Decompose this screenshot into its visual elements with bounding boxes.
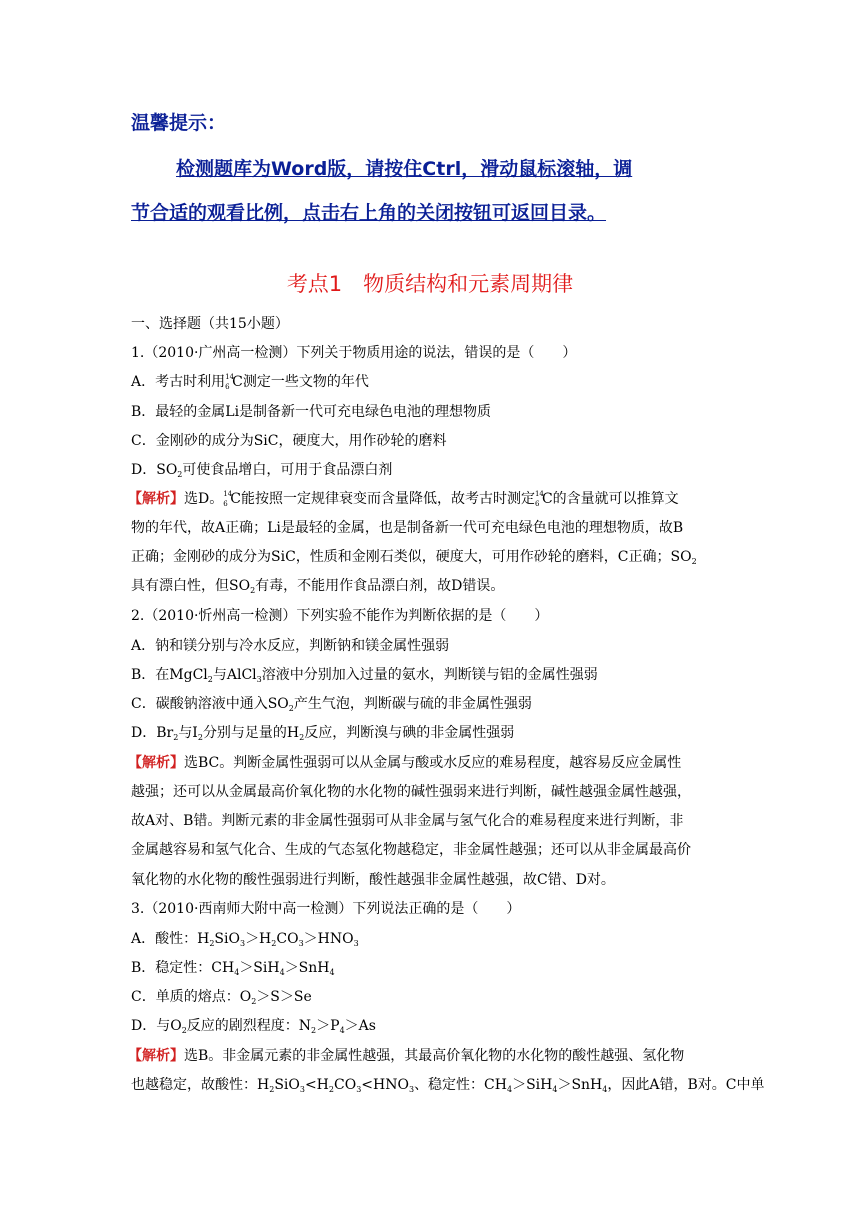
q2-analysis-line-2: 越强；还可以从金属最高价氧化物的水化物的碱性强弱来进行判断，碱性越强金属性越强， <box>131 784 691 800</box>
tip-title: 温馨提示： <box>131 112 227 134</box>
q1-analysis-line-2: 物的年代，故A正确；Li是最轻的金属，也是制备新一代可充电绿色电池的理想物质，故B <box>131 520 684 536</box>
q1-analysis-line-1: 【解析】选D。 14 6 C能按照一定规律衰变而含量降低，故考古时测定 14 6 C的含量就可以推算文 <box>128 490 679 508</box>
q3-analysis-line-1: 【解析】选B。非金属元素的非金属性越强，其最高价氧化物的水化物的酸性越强、氢化物 <box>128 1048 685 1064</box>
q1-option-b: B．最轻的金属Li是制备新一代可充电绿色电池的理想物质 <box>131 404 492 420</box>
q1-analysis-line-3: 正确；金刚砂的成分为SiC，性质和金刚石类似，硬度大，可用作砂轮的磨料，C正确；$SO_2$ <box>131 549 697 566</box>
q2-analysis-line-5: 氧化物的水化物的酸性强弱进行判断，酸性越强非金属性越强，故C错、D对。 <box>131 872 615 888</box>
q3-analysis-line-2: 也越稳定，故酸性：$H_2SiO_3<H_2CO_3<HNO_3$、稳定性：$CH_4>SiH_4>SnH_4$，因此A错，B对。C中单 <box>131 1077 765 1094</box>
q3-option-c: C．单质的熔点：$O_2>S>Se$ <box>131 989 312 1006</box>
analysis-label: 【解析】 <box>128 491 184 507</box>
q2-analysis-line-1: 【解析】选BC。判断金属性强弱可以从金属与酸或水反应的难易程度，越容易反应金属性 <box>128 755 682 771</box>
q3-stem: 3.（2010·西南师大附中高一检测）下列说法正确的是（ ） <box>131 901 521 917</box>
q3-option-a: A．酸性：$H_2SiO_3>H_2CO_3>HNO_3$ <box>131 931 359 948</box>
q2-stem: 2.（2010·忻州高一检测）下列实验不能作为判断依据的是（ ） <box>131 608 549 624</box>
q2-analysis-line-4: 金属越容易和氢气化合、生成的气态氢化物越稳定，非金属性越强；还可以从非金属最高价 <box>131 842 691 858</box>
q2-option-a: A．钠和镁分别与冷水反应，判断钠和镁金属性强弱 <box>131 638 450 654</box>
q2-option-b: B．在MgCl$_2$与AlCl$_3$溶液中分别加入过量的氨水，判断镁与铝的金属性强弱 <box>131 667 598 684</box>
analysis-label: 【解析】 <box>128 1048 184 1064</box>
q1-option-a: A．考古时利用 14 6 C测定一些文物的年代 <box>131 373 369 391</box>
q3-option-d: D．与$O_2$反应的剧烈程度：$N_2>P_4>As$ <box>131 1018 376 1035</box>
q2-option-c: C．碳酸钠溶液中通入$SO_2$产生气泡，判断碳与硫的非金属性强弱 <box>131 696 532 713</box>
q1-stem: 1.（2010·广州高一检测）下列关于物质用途的说法，错误的是（ ） <box>131 345 577 361</box>
q2-analysis-line-3: 故A对、B错。判断元素的非金属性强弱可从非金属与氢气化合的难易程度来进行判断，非 <box>131 813 684 829</box>
tip-line-2: 节合适的观看比例，点击右上角的关闭按钮可返回目录。 <box>131 202 607 224</box>
section-title: 一、选择题（共15小题） <box>131 316 289 332</box>
page-title: 考点1 物质结构和元素周期律 <box>286 272 574 296</box>
q3-option-b: B．稳定性：$CH_4>SiH_4>SnH_4$ <box>131 960 335 977</box>
analysis-label: 【解析】 <box>128 755 184 771</box>
q1-option-c: C．金刚砂的成分为SiC，硬度大，用作砂轮的磨料 <box>131 433 447 449</box>
carbon-14-symbol: 14 6 <box>225 373 235 391</box>
tip-line-1: 检测题库为Word版，请按住Ctrl，滑动鼠标滚轴，调 <box>176 158 633 180</box>
q1-option-d: D．$SO_2$可使食品增白，可用于食品漂白剂 <box>131 462 393 479</box>
q1-analysis-line-4: 具有漂白性，但$SO_2$有毒，不能用作食品漂白剂，故D错误。 <box>131 578 505 595</box>
q2-option-d: D．$Br_2$与$I_2$分别与足量的$H_2$反应，判断溴与碘的非金属性强弱 <box>131 725 515 742</box>
